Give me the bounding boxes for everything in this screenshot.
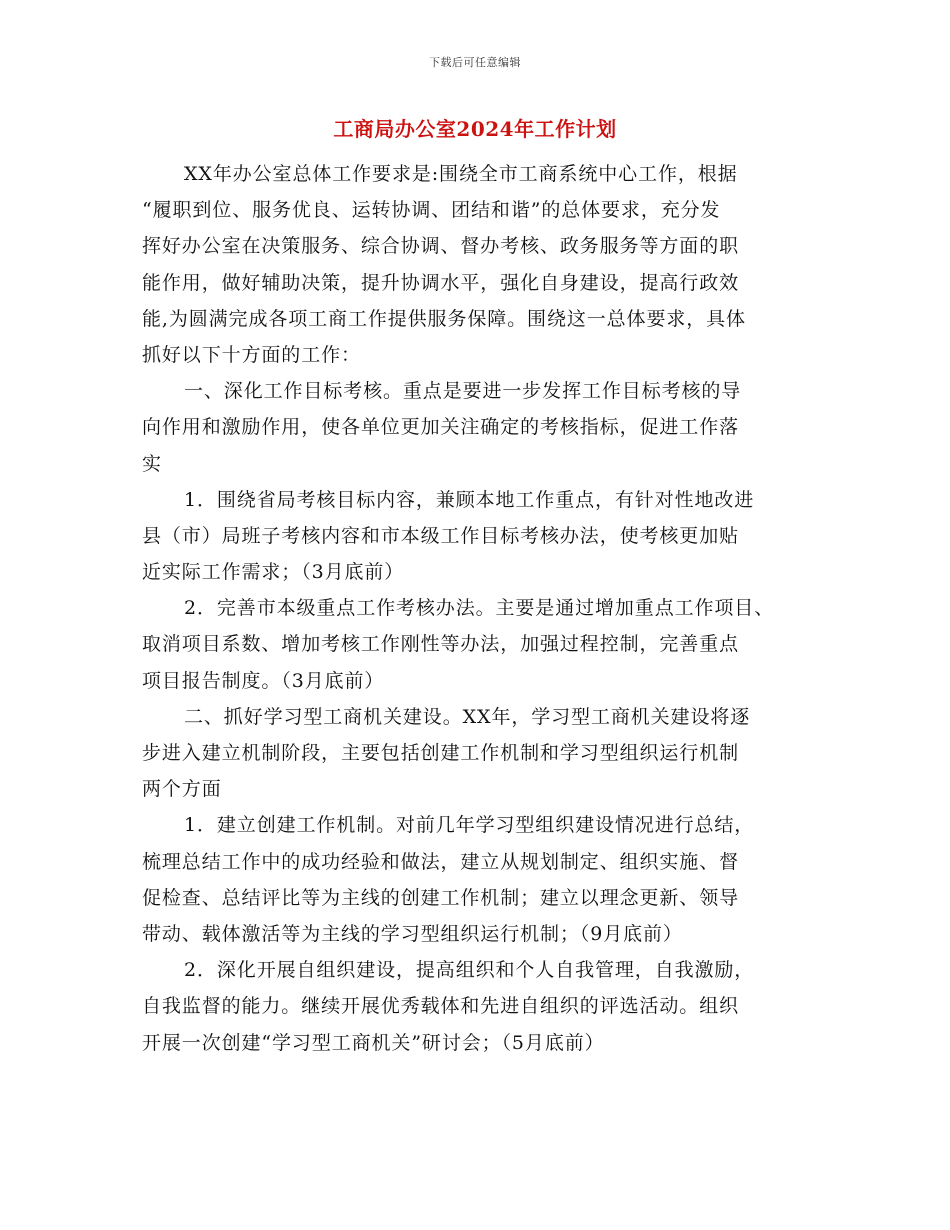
body-line: 1．建立创建工作机制。对前几年学习型组织建设情况进行总结， (184, 814, 755, 837)
body-line: 能,为圆满完成各项工商工作提供服务保障。围绕这一总体要求，具体 (142, 307, 746, 330)
document-body (142, 156, 822, 1061)
body-line: 抓好以下十方面的工作： (142, 343, 361, 366)
body-line: 两个方面 (142, 778, 222, 801)
body-line: 近实际工作需求；（3月底前） (142, 561, 405, 584)
body-line: 梳理总结工作中的成功经验和做法，建立从规划制定、组织实施、督 (142, 850, 740, 873)
body-line: “履职到位、服务优良、运转协调、团结和谐”的总体要求，充分发 (142, 199, 721, 222)
document-title: 工商局办公室2024年工作计划 (333, 117, 617, 141)
body-line: 二、抓好学习型工商机关建设。XX年，学习型工商机关建设将逐 (184, 705, 751, 728)
body-line: 自我监督的能力。继续开展优秀载体和先进自组织的评选活动。组织 (142, 995, 740, 1018)
body-line: 取消项目系数、增加考核工作刚性等办法，加强过程控制，完善重点 (142, 633, 740, 656)
body-line: 能作用，做好辅助决策，提升协调水平，强化自身建设，提高行政效 (142, 271, 740, 294)
body-line: 挥好办公室在决策服务、综合协调、督办考核、政务服务等方面的职 (142, 235, 740, 258)
body-line: XX年办公室总体工作要求是:围绕全市工商系统中心工作，根据 (184, 163, 738, 185)
body-line: 2．深化开展自组织建设，提高组织和个人自我管理，自我激励， (184, 959, 755, 982)
body-line: 开展一次创建“学习型工商机关”研讨会；（5月底前） (142, 1031, 605, 1054)
body-line: 促检查、总结评比等为主线的创建工作机制；建立以理念更新、领导 (142, 886, 740, 909)
body-line: 步进入建立机制阶段，主要包括创建工作机制和学习型组织运行机制 (142, 742, 740, 764)
body-line: 向作用和激励作用，使各单位更加关注确定的考核指标，促进工作落 (142, 416, 740, 439)
body-line: 实 (142, 452, 162, 475)
body-line: 2．完善市本级重点工作考核办法。主要是通过增加重点工作项目、 (184, 597, 775, 620)
body-line: 一、深化工作目标考核。重点是要进一步发挥工作目标考核的导 (184, 380, 742, 403)
body-line: 项目报告制度。（3月底前） (142, 669, 385, 692)
body-line: 县（市）局班子考核内容和市本级工作目标考核办法，使考核更加贴 (142, 524, 740, 547)
body-line: 1．围绕省局考核目标内容，兼顾本地工作重点，有针对性地改进 (184, 488, 755, 511)
header-note: 下载后可任意编辑 (429, 56, 521, 69)
body-line: 带动、载体激活等为主线的学习型组织运行机制；（9月底前） (142, 922, 683, 945)
